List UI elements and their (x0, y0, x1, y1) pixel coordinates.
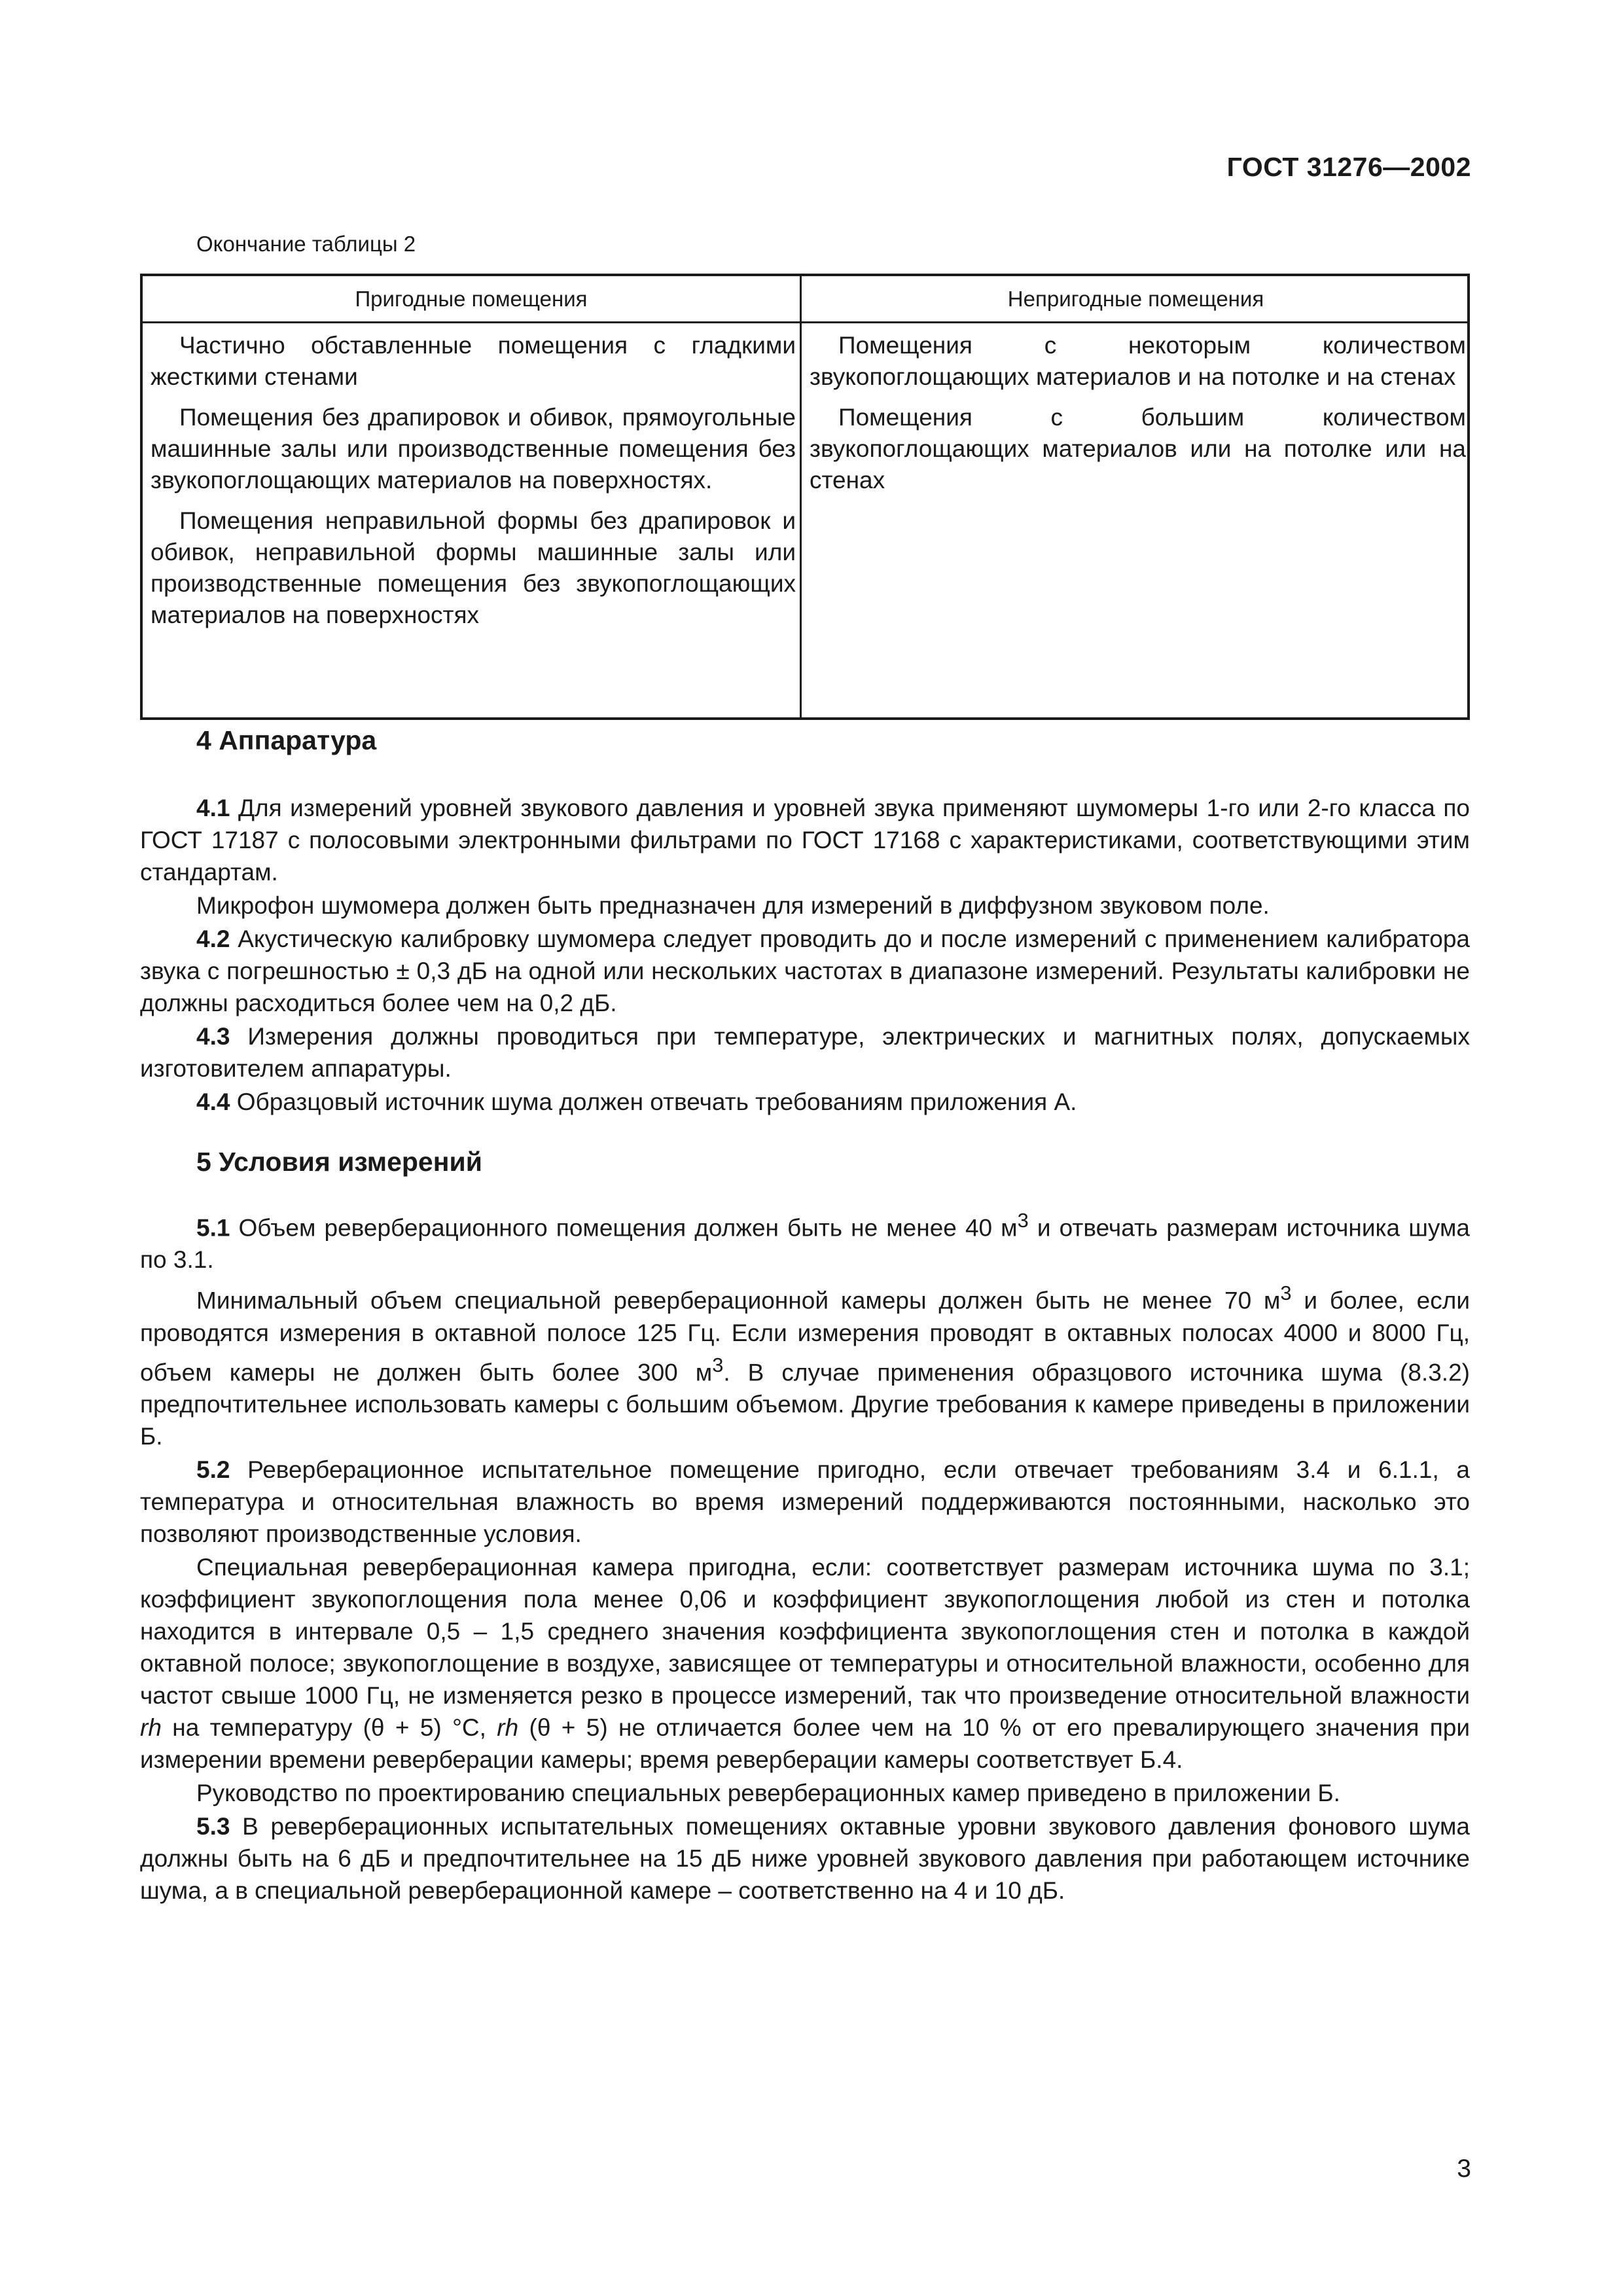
table-caption: Окончание таблицы 2 (196, 232, 416, 256)
page-number: 3 (1457, 2155, 1471, 2183)
clause-number: 5.1 (196, 1214, 230, 1242)
suitable-item: Помещения неправильной формы без драпировок и обивок, неправильной формы машинные залы или производственные помещения без звукопоглощающих материалов на поверхностях (151, 507, 796, 628)
paragraph-4-1: 4.1 Для измерений уровней звукового давления и уровней звука применяют шумомеры 1-го или 2-го класса по ГОСТ 17187 с полосовыми электронными фильтрами по ГОСТ 17168 с характеристиками, соответствующими этим стандартам. (140, 795, 1470, 886)
superscript: 3 (1017, 1209, 1029, 1232)
paragraph-4-4: 4.4 Образцовый источник шума должен отвечать требованиям приложения А. (196, 1088, 1077, 1115)
section-4-title: 4 Аппаратура (196, 725, 377, 755)
clause-number: 4.1 (196, 795, 230, 821)
unsuitable-item: Помещения с некоторым количеством звукопоглощающих материалов и на потолке и на стенах (810, 332, 1466, 390)
superscript: 3 (712, 1353, 724, 1376)
clause-number: 4.4 (196, 1088, 230, 1115)
section-4-body (140, 792, 1470, 1119)
suitable-item: Помещения без драпировок и обивок, прямоугольные машинные залы или производственные помещения без звукопоглощающих материалов на поверхностях. (151, 404, 796, 493)
rooms-table (140, 274, 1470, 720)
clause-number: 5.2 (196, 1456, 230, 1483)
paragraph-5-3: 5.3 В реверберационных испытательных помещениях октавные уровни звукового давления фонового шума должны быть на 6 дБ и предпочтительнее на 15 дБ ниже уровней звукового давления при работающем источнике шума, а в специальной реверберационной камере – соответственно на 4 и 10 дБ. (140, 1812, 1470, 1904)
column-header-unsuitable: Непригодные помещения (802, 276, 1470, 323)
paragraph-5-2-chamber: Специальная реверберационная камера пригодна, если: соответствует размерам источника шума по 3.1; коэффициент звукопоглощения пола менее 0,06 и коэффициент звукопоглощения любой из стен и потолка находится в интервале 0,5 – 1,5 среднего значения коэффициента звукопоглощения стен и потолка в каждой октавной полосе; звукопоглощение в воздухе, зависящее от температуры и относительной влажности, особенно для частот свыше 1000 Гц, не изменяется резко в процессе измерений, так что произведение относительной влажности rh на температуру (θ + 5) °С, rh (θ + 5) не отличается более чем на 10 % от его превалирующего значения при измерении времени реверберации камеры; время реверберации камеры соответствует Б.4. (140, 1553, 1471, 1773)
paragraph-4-3: 4.3 Измерения должны проводиться при температуре, электрических и магнитных полях, допускаемых изготовителем аппаратуры. (140, 1023, 1470, 1082)
clause-number: 5.3 (196, 1812, 230, 1840)
suitable-column (143, 323, 802, 717)
paragraph-4-2: 4.2 Акустическую калибровку шумомера следует проводить до и после измерений с применением калибратора звука с погрешностью ± 0,3 дБ на одной или нескольких частотах в диапазоне измерений. Результаты калибровки не должны расходиться более чем на 0,2 дБ. (140, 925, 1470, 1016)
paragraph-5-1: 5.1 Объем реверберационного помещения должен быть не менее 40 $м^3$ и отвечать размерам источника шума по 3.1. (140, 1209, 1470, 1274)
paragraph-5-2-guide: Руководство по проектированию специальных реверберационных камер приведено в приложении Б. (196, 1779, 1340, 1806)
unsuitable-item: Помещения с большим количеством звукопоглощающих материалов или на потолке или на стенах (810, 404, 1466, 493)
paragraph-4-1-note: Микрофон шумомера должен быть предназначен для измерений в диффузном звуковом поле. (196, 892, 1270, 919)
column-header-suitable: Пригодные помещения (143, 276, 802, 323)
document-code: ГОСТ 31276—2002 (1226, 152, 1471, 182)
superscript: 3 (1280, 1282, 1292, 1305)
section-5-title: 5 Условия измерений (196, 1147, 482, 1177)
section-5-body (140, 1204, 1470, 1908)
clause-number: 4.2 (196, 925, 230, 952)
clause-number: 4.3 (196, 1023, 230, 1050)
paragraph-5-2: 5.2 Реверберационное испытательное помещение пригодно, если отвечает требованиям 3.4 и 6.1.1, а температура и относительная влажность во время измерений поддерживаются постоянными, насколько это позволяют производственные условия. (140, 1456, 1470, 1547)
suitable-item: Частично обставленные помещения с гладкими жесткими стенами (151, 332, 796, 390)
unsuitable-column (802, 323, 1470, 717)
paragraph-5-1-volume: Минимальный объем специальной реверберационной камеры должен быть не менее 70 $м^3$ и более, если проводятся измерения в октавной полосе 125 Гц. Если измерения проводят в октавных полосах 4000 и 8000 Гц, объем камеры не должен быть более 300 $м^3$. В случае применения образцового источника шума (8.3.2) предпочтительнее использовать камеры с большим объемом. Другие требования к камере приведены в приложении Б. (140, 1282, 1470, 1450)
